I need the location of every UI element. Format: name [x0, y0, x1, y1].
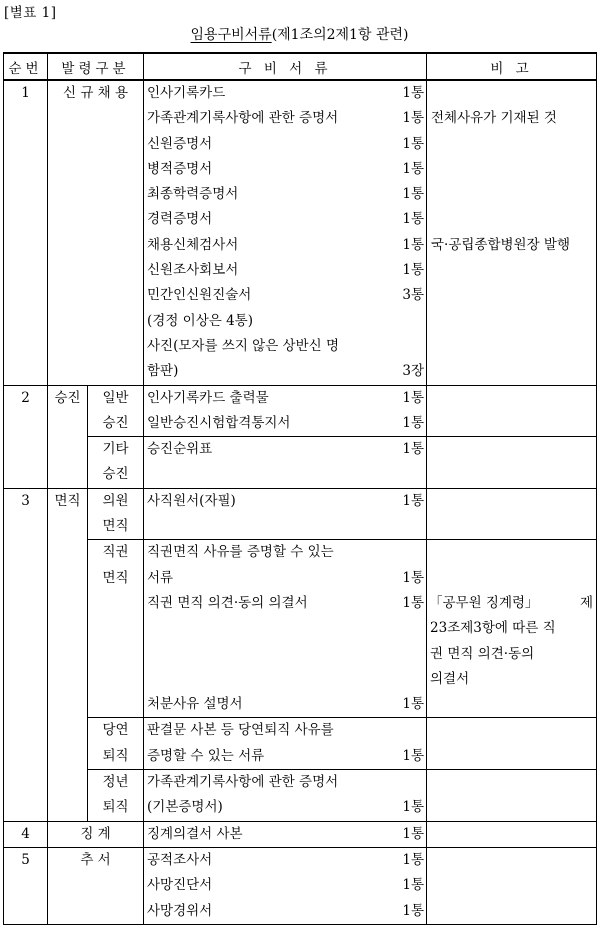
- category-cell: [48, 821, 144, 847]
- note-cell: [427, 540, 597, 718]
- subcategory-text: 퇴직: [102, 799, 129, 816]
- doc-cell: [144, 540, 427, 718]
- doc-line: [144, 386, 426, 411]
- annex-label: [별표 1]: [4, 5, 57, 21]
- subcategory-text: 일반: [102, 389, 129, 406]
- doc-qty: 1통: [402, 135, 425, 152]
- subcategory-text: 승진: [102, 466, 129, 483]
- table-row: [4, 385, 597, 437]
- doc-line: [144, 566, 426, 591]
- doc-qty: 1통: [402, 696, 425, 713]
- doc-name: 판결문 사본 등 당연퇴직 사유를: [147, 722, 334, 739]
- table-row: [4, 437, 597, 489]
- table-header-row: [4, 53, 597, 80]
- category-cell: [48, 847, 144, 924]
- doc-line: [144, 81, 426, 106]
- col-header-category: 발령구분: [48, 53, 144, 80]
- remark-spacer: [427, 182, 596, 207]
- note-cell: [427, 385, 597, 437]
- subcategory-text: 면직: [102, 569, 129, 586]
- row-number: [4, 847, 48, 924]
- remark-spacer: [427, 132, 596, 157]
- table-row: [4, 488, 597, 540]
- doc-qty: 1통: [402, 594, 425, 611]
- note-cell: [427, 847, 597, 924]
- row-number-text: 2: [21, 389, 30, 406]
- doc-qty: 1통: [402, 825, 425, 842]
- doc-qty: 1통: [402, 492, 425, 509]
- doc-qty: 1통: [402, 389, 425, 406]
- doc-line: [144, 132, 426, 157]
- subcategory-text: 의원: [102, 492, 129, 509]
- remark-spacer: [427, 283, 596, 308]
- category-text: 면직: [54, 492, 81, 509]
- doc-line: [144, 489, 426, 514]
- doc-line: [144, 540, 426, 565]
- doc-name: 사진(모자를 쓰지 않은 상반신 명: [147, 337, 339, 354]
- doc-cell: [144, 847, 427, 924]
- doc-cell: [144, 770, 427, 822]
- doc-line: [144, 822, 426, 847]
- subcategory-cell: [88, 385, 144, 437]
- doc-name: 인사기록카드: [147, 85, 226, 101]
- row-number: [4, 488, 48, 821]
- doc-cell: [144, 385, 427, 437]
- subcategory-text: 직권: [102, 544, 129, 561]
- doc-name: 함판): [147, 363, 179, 380]
- doc-name: 신원조사회보서: [147, 262, 239, 279]
- doc-cell: [144, 80, 427, 385]
- remark-text: 권 면직 의견·동의: [430, 645, 535, 662]
- doc-cell: [144, 437, 427, 489]
- category-text: 승진: [54, 389, 81, 406]
- col-header-no: 순번: [4, 53, 48, 80]
- row-number-text: 5: [21, 851, 30, 868]
- doc-line: [144, 283, 426, 308]
- remark-text: 23조제3항에 따른 직: [430, 620, 556, 637]
- row-number: [4, 821, 48, 847]
- doc-line: [144, 437, 426, 462]
- table-row: [4, 540, 597, 718]
- doc-name: 채용신체검사서: [147, 236, 239, 253]
- doc-qty: 1통: [402, 747, 425, 764]
- remark-spacer: [427, 540, 596, 565]
- doc-qty: 1통: [402, 85, 425, 101]
- doc-name: (기본증명서): [147, 799, 223, 816]
- table-row: [4, 847, 597, 924]
- doc-line: [144, 309, 426, 334]
- doc-name: 일반승진시험합격통지서: [147, 414, 291, 431]
- remark-spacer: [427, 207, 596, 232]
- remark-text: 전체사유가 기재된 것: [431, 110, 557, 127]
- remark-spacer: [427, 334, 596, 359]
- category-cell: [48, 80, 144, 385]
- note-cell: [427, 821, 597, 847]
- note-cell: [427, 488, 597, 540]
- doc-name: 인사기록카드 출력물: [147, 389, 269, 406]
- doc-name: 증명할 수 있는 서류: [147, 747, 265, 764]
- category-text: 신 규 채 용: [62, 85, 129, 101]
- doc-cell: [144, 718, 427, 770]
- doc-qty: 1통: [402, 799, 425, 816]
- remark-spacer: [427, 309, 596, 334]
- doc-line: [144, 744, 426, 769]
- category-text: 징 계: [80, 825, 111, 842]
- remark-spacer: [427, 157, 596, 182]
- note-cell: [427, 80, 597, 385]
- subcategory-text: 당연: [102, 722, 129, 739]
- doc-line: [144, 334, 426, 359]
- col-header-docs: 구 비 서 류: [144, 53, 427, 80]
- doc-qty: 1통: [402, 160, 425, 177]
- subcategory-cell: [88, 540, 144, 718]
- doc-cell: [144, 821, 427, 847]
- remark-text: 국·공립종합병원장 발행: [431, 236, 571, 253]
- row-number-text: 3: [21, 492, 30, 509]
- doc-qty: 1통: [402, 441, 425, 458]
- subcategory-text: 승진: [102, 414, 129, 431]
- table-row: [4, 821, 597, 847]
- remark-text: 「공무원 징계령」: [429, 594, 539, 611]
- doc-name: 최종학력증명서: [147, 186, 239, 203]
- remark-text: 의결서: [430, 670, 470, 687]
- note-cell: [427, 770, 597, 822]
- remark-line: [427, 591, 596, 616]
- doc-name: 직권 면직 의견·동의 의결서: [147, 594, 308, 611]
- doc-line: [144, 157, 426, 182]
- doc-qty: 1통: [402, 877, 425, 894]
- doc-qty: 1통: [402, 262, 425, 279]
- doc-line: [144, 795, 426, 820]
- doc-line: [144, 411, 426, 436]
- doc-line: [144, 848, 426, 873]
- doc-line: [144, 182, 426, 207]
- documents-table: [3, 52, 597, 925]
- doc-name: 승진순위표: [147, 441, 213, 458]
- category-text: 추 서: [80, 851, 111, 868]
- doc-qty: 1통: [402, 211, 425, 228]
- doc-line: [144, 106, 426, 131]
- doc-name: 직권면직 사유를 증명할 수 있는: [147, 544, 334, 561]
- doc-line: [144, 359, 426, 384]
- doc-name: 가족관계기록사항에 관한 증명서: [147, 774, 339, 791]
- doc-line: [144, 770, 426, 795]
- doc-name: (경정 이상은 4통): [147, 312, 253, 329]
- remark-spacer: [427, 566, 596, 591]
- doc-qty: 1통: [402, 110, 425, 127]
- doc-line: [144, 873, 426, 898]
- doc-name: 서류: [147, 569, 174, 586]
- table-row: [4, 770, 597, 822]
- subcategory-text: 정년: [102, 774, 129, 791]
- note-cell: [427, 437, 597, 489]
- doc-qty: 1통: [402, 902, 425, 919]
- doc-qty: 3통: [402, 287, 425, 304]
- remark-spacer: [427, 81, 596, 106]
- doc-line: [144, 591, 426, 616]
- doc-name: 사망경위서: [147, 902, 213, 919]
- note-cell: [427, 718, 597, 770]
- doc-line: [144, 718, 426, 743]
- doc-qty: 1통: [402, 236, 425, 253]
- doc-name: 가족관계기록사항에 관한 증명서: [147, 110, 339, 127]
- category-cell: [48, 488, 88, 821]
- remark-spacer: [427, 359, 596, 384]
- doc-line: [144, 258, 426, 283]
- table-row: [4, 80, 597, 385]
- doc-name: 민간인신원진술서: [147, 287, 252, 304]
- row-number-text: 1: [21, 85, 30, 101]
- doc-name: 사직원서(자필): [147, 492, 236, 509]
- col-header-notes: 비 고: [427, 53, 597, 80]
- doc-line: [144, 692, 426, 717]
- doc-qty: 1통: [402, 851, 425, 868]
- subcategory-cell: [88, 437, 144, 489]
- row-number: [4, 385, 48, 488]
- category-cell: [48, 385, 88, 488]
- doc-cell: [144, 488, 427, 540]
- doc-name: 신원증명서: [147, 135, 213, 152]
- subcategory-text: 퇴직: [102, 747, 129, 764]
- remark-text: 제: [579, 594, 594, 611]
- doc-qty: 1통: [402, 569, 425, 586]
- doc-name: 병적증명서: [147, 160, 213, 177]
- doc-line: [144, 207, 426, 232]
- page-title: [0, 24, 599, 44]
- doc-line: [144, 899, 426, 924]
- subcategory-text: 기타: [102, 441, 129, 458]
- doc-name: 사망진단서: [147, 877, 213, 894]
- doc-qty: 3장: [402, 363, 425, 380]
- subcategory-cell: [88, 770, 144, 822]
- doc-qty: 1통: [402, 414, 425, 431]
- doc-name: 경력증명서: [147, 211, 213, 228]
- subcategory-text: 면직: [102, 518, 129, 535]
- title-sub: (제1조의2제1항 관련): [271, 27, 409, 43]
- remark-spacer: [427, 258, 596, 283]
- doc-name: 처분사유 설명서: [147, 696, 243, 713]
- row-number-text: 4: [21, 825, 30, 842]
- subcategory-cell: [88, 718, 144, 770]
- subcategory-cell: [88, 488, 144, 540]
- table-row: [4, 718, 597, 770]
- title-main: 임용구비서류: [190, 27, 272, 43]
- row-number: [4, 80, 48, 385]
- doc-name: 징계의결서 사본: [147, 825, 243, 842]
- doc-name: 공적조사서: [147, 851, 213, 868]
- doc-line: [144, 233, 426, 258]
- doc-qty: 1통: [402, 186, 425, 203]
